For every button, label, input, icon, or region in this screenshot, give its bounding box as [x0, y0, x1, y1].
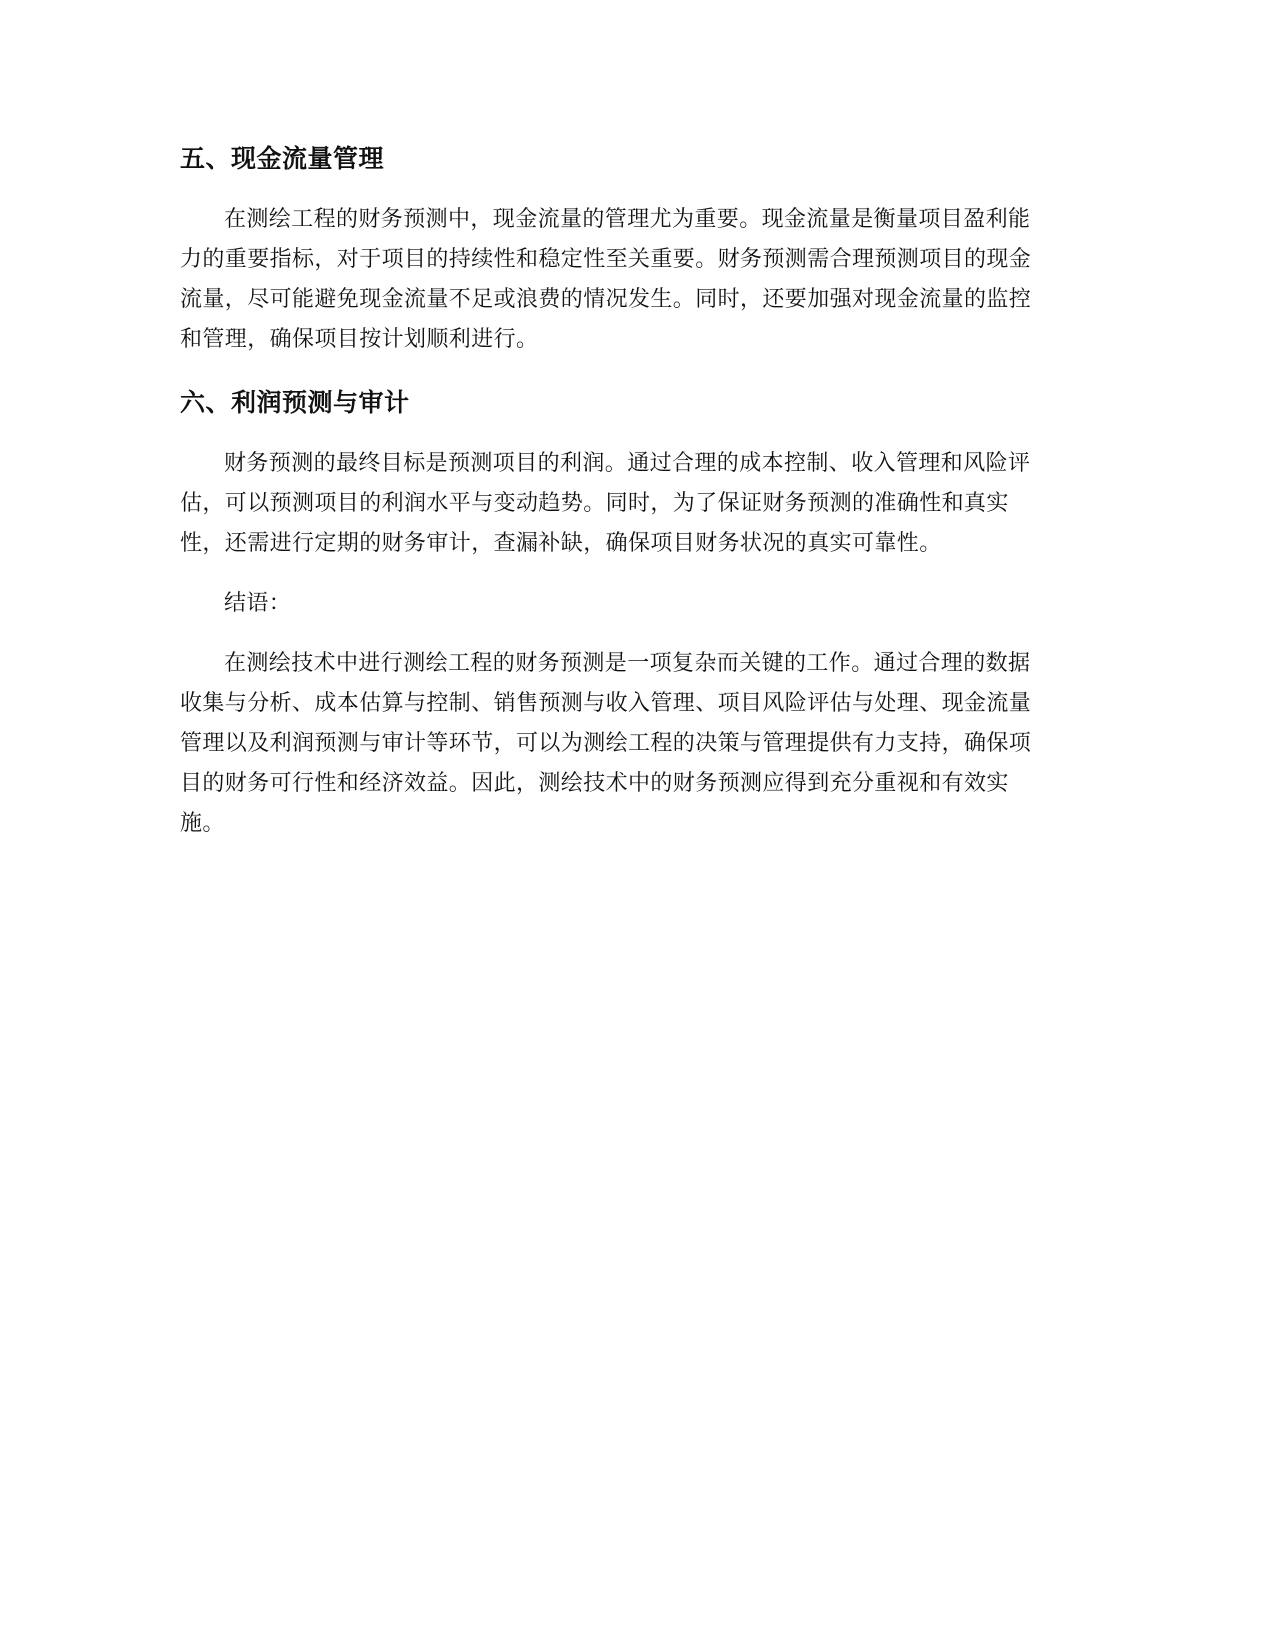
conclusion-paragraph: 在测绘技术中进行测绘工程的财务预测是一项复杂而关键的工作。通过合理的数据收集与分析、成本估算与控制、销售预测与收入管理、项目风险评估与处理、现金流量管理以及利润预测与审计等环节，可以为测绘工程的决策与管理提供有力支持，确保项目的财务可行性和经济效益。因此，测绘技术中的财务预测应得到充分重视和有效实施。 — [180, 651, 1032, 836]
section-5-paragraph: 在测绘工程的财务预测中，现金流量的管理尤为重要。现金流量是衡量项目盈利能力的重要指标，对于项目的持续性和稳定性至关重要。财务预测需合理预测项目的现金流量，尽可能避免现金流量不足或浪费的情况发生。同时，还要加强对现金流量的监控和管理，确保项目按计划顺利进行。 — [180, 207, 1032, 352]
section-5-heading: 五、现金流量管理 — [180, 144, 385, 173]
section-6-paragraph: 财务预测的最终目标是预测项目的利润。通过合理的成本控制、收入管理和风险评估，可以预测项目的利润水平与变动趋势。同时，为了保证财务预测的准确性和真实性，还需进行定期的财务审计，查漏补缺，确保项目财务状况的真实可靠性。 — [180, 451, 1031, 556]
document-content — [180, 140, 1040, 844]
conclusion-label: 结语： — [224, 591, 292, 616]
section-6-heading: 六、利润预测与审计 — [180, 388, 410, 417]
